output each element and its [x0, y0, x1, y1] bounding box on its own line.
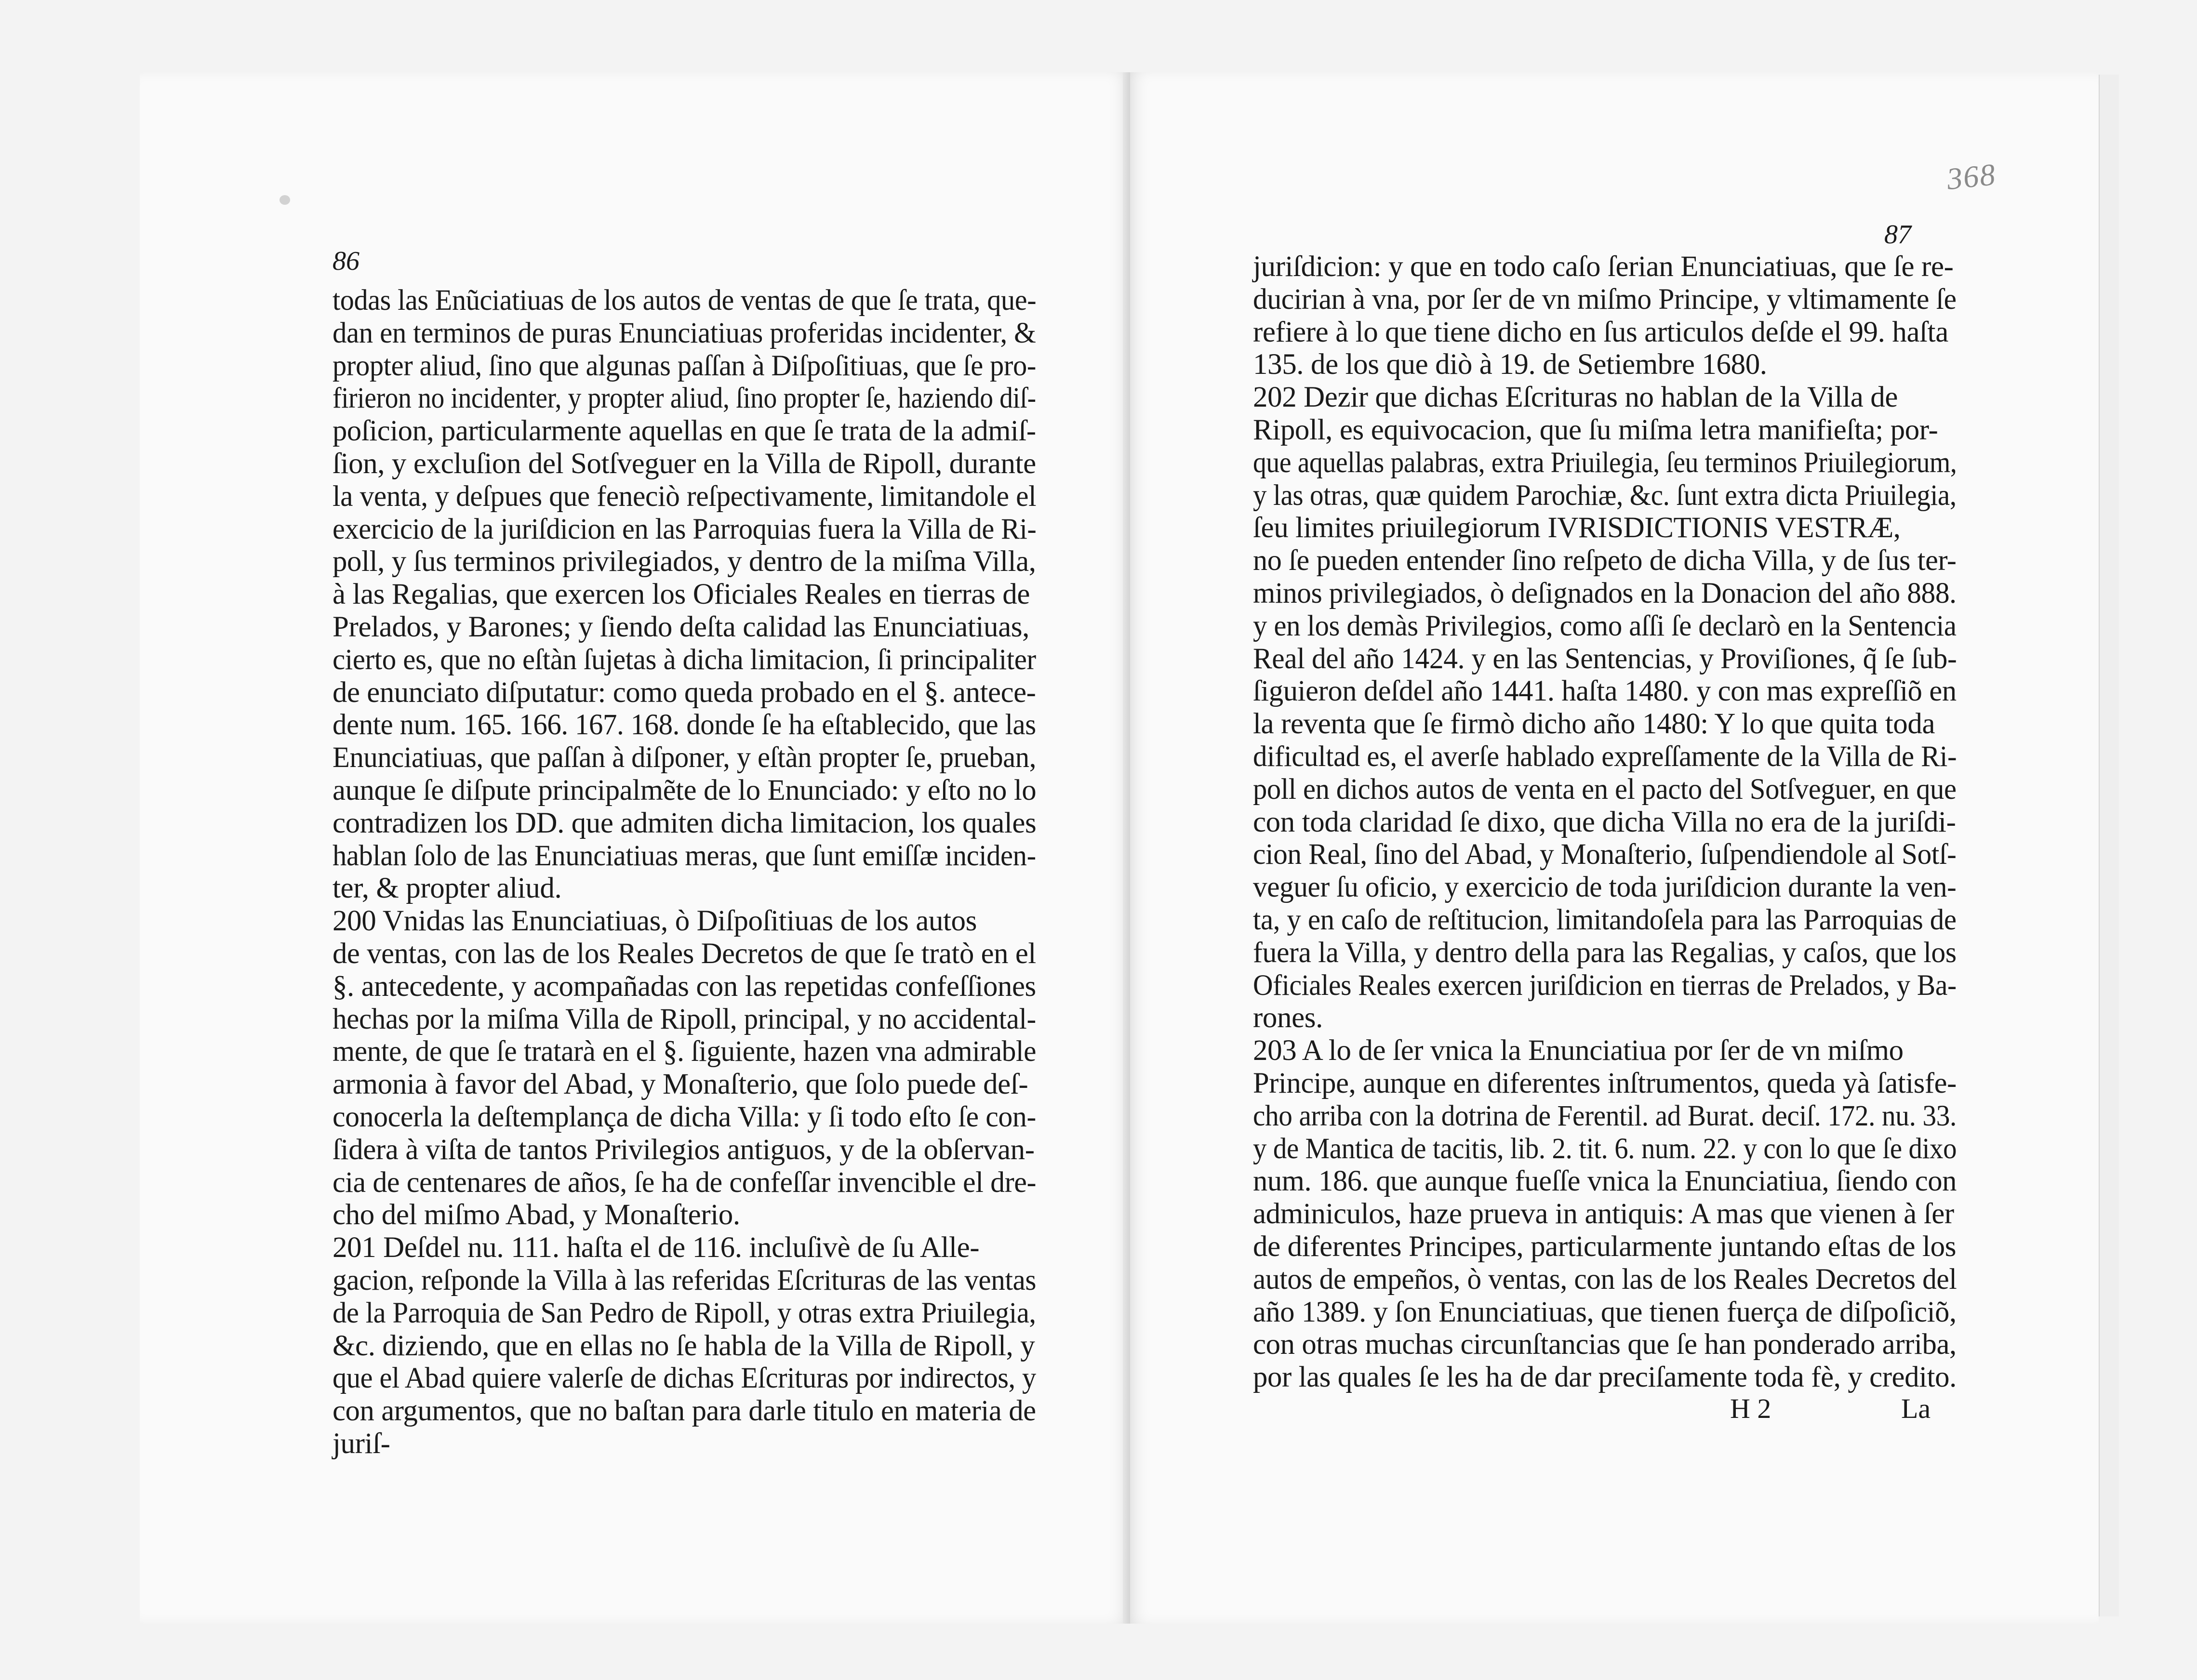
text-line: cho del miſmo Abad, y Monaſterio. [333, 1199, 740, 1231]
text-line: con toda claridad ſe dixo, que dicha Villa no era de la juriſdi- [1253, 806, 1956, 838]
text-line: dificultad es, el averſe hablado expreſſamente de la Villa de Ri- [1253, 740, 1957, 773]
text-line: hechas por la miſma Villa de Ripoll, principal, y no accidental- [333, 1003, 1036, 1035]
catchword: La [1901, 1393, 1931, 1424]
text-line: y en los demàs Privilegios, como aſſi ſe declarò en la Sentencia [1253, 609, 1957, 642]
text-line: poll en dichos autos de venta en el pacto del Sotſveguer, en que [1253, 773, 1957, 806]
text-line: todas las Enũciatiuas de los autos de ventas de que ſe trata, que- [333, 284, 1037, 317]
text-line: no ſe pueden entender ſino reſpeto de dicha Villa, y de ſus ter- [1253, 544, 1957, 577]
text-line: hablan ſolo de las Enunciatiuas meras, que ſunt emiſſæ inciden- [333, 839, 1036, 872]
text-line: aunque ſe diſpute principalmẽte de lo Enunciado: y eſto no lo [333, 774, 1037, 807]
text-line: Real del año 1424. y en las Sentencias, y Proviſiones, q̃ ſe ſub- [1253, 642, 1957, 675]
text-line: dente num. 165. 166. 167. 168. donde ſe ha eſtablecido, que las [333, 709, 1036, 741]
text-line: con argumentos, que no baſtan para darle titulo en materia de [333, 1395, 1036, 1428]
text-line: Principe, aunque en diferentes inſtrumentos, queda yà ſatisfe- [1253, 1067, 1957, 1099]
text-line: juriſdicion: y que en todo caſo ſerian Enunciatiuas, que ſe re- [1253, 251, 1954, 283]
text-line: año 1389. y ſon Enunciatiuas, que tienen fuerça de diſpoſiciõ, [1253, 1296, 1957, 1328]
text-line: fuera la Villa, y dentro della para las Regalias, y caſos, que los [1253, 936, 1957, 969]
text-line: 135. de los que diò à 19. de Setiembre 1680. [1253, 348, 1767, 381]
text-line: firieron no incidenter, y propter aliud, ſino propter ſe, haziendo diſ- [333, 382, 1036, 415]
text-line: veguer ſu oficio, y exercicio de toda juriſdicion durante la ven- [1253, 871, 1957, 904]
text-line: rones. [1253, 1002, 1323, 1034]
text-line: de ventas, con las de los Reales Decretos de que ſe tratò en el [333, 937, 1036, 970]
text-line: armonia à favor del Abad, y Monaſterio, que ſolo puede deſ- [333, 1068, 1028, 1101]
text-line: ſion, y excluſion del Sotſveguer en la Villa de Ripoll, durante [333, 447, 1036, 480]
text-line: refiere à lo que tiene dicho en ſus articulos deſde el 99. haſta [1253, 316, 1948, 348]
text-line: cierto es, que no eſtàn ſujetas à dicha limitacion, ſi principaliter [333, 643, 1036, 676]
text-line: juriſ- [333, 1427, 390, 1460]
text-line: ſeu limites priuilegiorum IVRISDICTIONIS VESTRÆ, [1253, 512, 1901, 544]
text-line: dan en terminos de puras Enunciatiuas proferidas incidenter, & [333, 317, 1036, 349]
text-line: poll, y ſus terminos privilegiados, y dentro de la miſma Villa, [333, 545, 1036, 578]
right-page-number: 87 [1884, 220, 1911, 250]
text-line: la venta, y deſpues que feneciò reſpectivamente, limitandole el [333, 480, 1037, 513]
text-line: la reventa que ſe firmò dicho año 1480: Y lo que quita toda [1253, 708, 1935, 741]
text-line: ducirian à vna, por ſer de vn miſmo Principe, y vltimamente ſe [1253, 283, 1957, 316]
text-line: propter aliud, ſino que algunas paſſan à Diſpoſitiuas, que ſe pro- [333, 349, 1036, 382]
text-line: 201 Deſdel nu. 111. haſta el de 116. incluſivè de ſu Alle- [333, 1231, 980, 1264]
text-line: gacion, reſponde la Villa à las referidas Eſcrituras de las ventas [333, 1264, 1037, 1296]
left-page-text [333, 284, 1037, 1460]
text-line: que el Abad quiere valerſe de dichas Eſcrituras por indirectos, y [333, 1362, 1036, 1395]
text-line: por las quales ſe les ha de dar preciſamente toda fè, y credito. [1253, 1361, 1957, 1394]
handwritten-folio-number: 368 [1945, 157, 1998, 197]
text-line: de enunciato diſputatur: como queda probado en el §. antece- [333, 676, 1036, 709]
text-line: con otras muchas circunſtancias que ſe han ponderado arriba, [1253, 1328, 1957, 1361]
text-line: ſiguieron deſdel año 1441. haſta 1480. y con mas expreſſiõ en [1253, 675, 1957, 708]
text-line: adminiculos, haze prueva in antiquis: A mas que vienen à ſer [1253, 1198, 1954, 1230]
text-line: Prelados, y Barones; y ſiendo deſta calidad las Enunciatiuas, [333, 610, 1029, 643]
text-line: minos privilegiados, ò deſignados en la Donacion del año 888. [1253, 577, 1957, 609]
signature-mark: H 2 [1730, 1393, 1771, 1424]
text-line: conocerla la deſtemplança de dicha Villa: y ſi todo eſto ſe con- [333, 1100, 1036, 1133]
text-line: 203 A lo de ſer vnica la Enunciatiua por ſer de vn miſmo [1253, 1034, 1904, 1067]
text-line: Ripoll, es equivocacion, que ſu miſma letra manifieſta; por- [1253, 413, 1938, 446]
text-line: &c. diziendo, que en ellas no ſe habla de la Villa de Ripoll, y [333, 1329, 1035, 1362]
text-line: autos de empeños, ò ventas, con las de los Reales Decretos del [1253, 1263, 1957, 1296]
text-line: exercicio de la juriſdicion en las Parroquias fuera la Villa de Ri- [333, 513, 1037, 545]
text-line: Oficiales Reales exercen juriſdicion en tierras de Prelados, y Ba- [1253, 969, 1957, 1002]
text-line: num. 186. que aunque fueſſe vnica la Enunciatiua, ſiendo con [1253, 1165, 1957, 1198]
text-line: 202 Dezir que dichas Eſcrituras no hablan de la Villa de [1253, 381, 1898, 414]
text-line: poſicion, particularmente aquellas en que ſe trata de la admiſ- [333, 415, 1036, 448]
left-page-number: 86 [333, 246, 360, 276]
text-line: cia de centenares de años, ſe ha de confeſſar invencible el dre- [333, 1166, 1037, 1199]
text-line: à las Regalias, que exercen los Oficiales Reales en tierras de [333, 578, 1030, 611]
text-line: ſidera à viſta de tantos Privilegios antiguos, y de la obſervan- [333, 1133, 1035, 1166]
ink-smudge [280, 195, 290, 205]
text-line: mente, de que ſe tratarà en el §. ſiguiente, hazen vna admirable [333, 1035, 1037, 1068]
text-line: 200 Vnidas las Enunciatiuas, ò Diſpoſitiuas de los autos [333, 905, 977, 938]
text-line: cho arriba con la dotrina de Ferentil. ad Burat. deciſ. 172. nu. 33. [1253, 1099, 1957, 1132]
text-line: que aquellas palabras, extra Priuilegia, ſeu terminos Priuilegiorum, [1253, 446, 1957, 479]
right-page-text [1253, 251, 1957, 1394]
text-line: y de Mantica de tacitis, lib. 2. tit. 6. num. 22. y con lo que ſe dixo [1253, 1132, 1957, 1165]
text-line: ta, y en caſo de reſtitucion, limitandoſela para las Parroquias de [1253, 903, 1957, 936]
text-line: §. antecedente, y acompañadas con las repetidas confeſſiones [333, 970, 1036, 1003]
text-line: ter, & propter aliud. [333, 872, 562, 905]
text-line: Enunciatiuas, que paſſan à diſponer, y eſtàn propter ſe, prueban, [333, 741, 1037, 774]
page-edge [2099, 75, 2119, 1616]
text-line: cion Real, ſino del Abad, y Monaſterio, ſuſpendiendole al Sotſ- [1253, 838, 1957, 871]
text-line: de diferentes Principes, particularmente juntando eſtas de los [1253, 1230, 1957, 1263]
text-line: de la Parroquia de San Pedro de Ripoll, y otras extra Priuilegia, [333, 1296, 1036, 1329]
text-line: y las otras, quæ quidem Parochiæ, &c. ſunt extra dicta Priuilegia, [1253, 479, 1957, 512]
text-line: contradizen los DD. que admiten dicha limitacion, los quales [333, 807, 1037, 839]
